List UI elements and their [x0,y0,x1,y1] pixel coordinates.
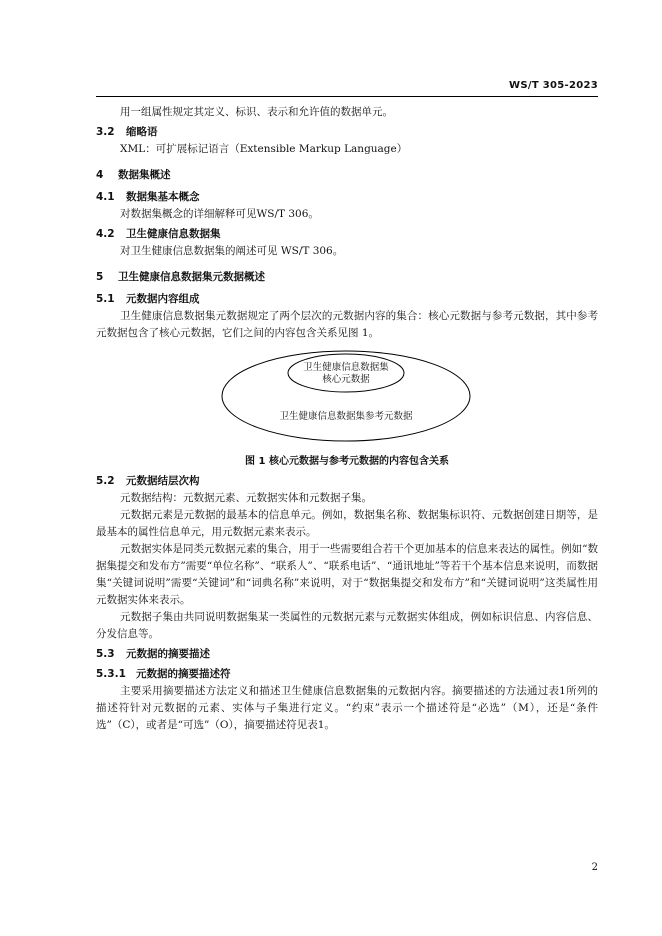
heading-title: 缩略语 [126,126,158,138]
heading-title: 卫生健康信息数据集元数据概述 [118,271,265,283]
heading-number: 4.2 [96,228,115,240]
standard-code: WS/T 305-2023 [509,80,598,91]
paragraph-xml: XML：可扩展标记语言（Extensible Markup Language） [120,143,408,155]
heading-number: 4.1 [96,191,115,203]
paragraph-5-2d: 元数据子集由共同说明数据集某一类属性的元数据元素与元数据实体组成，例如标识信息、内容信息、分发信息等。 [96,611,598,640]
paragraph-5-3-1: 主要采用摘要描述方法定义和描述卫生健康信息数据集的元数据内容。摘要描述的方法通过表1所列的描述符针对元数据的元素、实体与子集进行定义。“约束”表示一个描述符是“必选”（M），还是“条件选”（C），或者是“可选”（O），摘要描述符见表1。 [96,685,598,731]
heading-title: 数据集概述 [118,169,171,181]
heading-title: 卫生健康信息数据集 [126,228,221,240]
figure-1 [96,346,598,454]
outer-label: 卫生健康信息数据集参考元数据 [279,411,413,422]
page-number: 2 [591,862,598,873]
inner-label-line2: 核心元数据 [322,374,370,385]
heading-title: 元数据的摘要描述 [126,648,210,660]
heading-number: 5.3 [96,648,115,660]
heading-4 [96,166,598,184]
heading-5-3-1 [96,665,598,683]
heading-title: 元数据内容组成 [126,293,200,305]
heading-number: 5 [96,271,104,283]
paragraph-5-2b: 元数据元素是元数据的最基本的信息单元。例如，数据集名称、数据集标识符、元数据创建日期等，是最基本的属性信息单元，用元数据元素来表示。 [96,509,598,538]
paragraph-continuation: 用一组属性规定其定义、标识、表示和允许值的数据单元。 [120,106,393,118]
paragraph-4-2: 对卫生健康信息数据集的阐述可见 WS/T 306。 [120,245,344,257]
heading-title: 元数据结层次构 [126,475,200,487]
heading-title: 元数据的摘要描述符 [136,668,231,680]
inner-label-line1: 卫生健康信息数据集 [303,362,389,373]
heading-number: 5.2 [96,475,115,487]
heading-4-1 [96,188,598,206]
paragraph-4-1: 对数据集概念的详细解释可见WS/T 306。 [120,208,319,220]
header-rule [96,96,598,97]
heading-3-2 [96,123,598,141]
heading-number: 5.1 [96,293,115,305]
heading-5-3 [96,645,598,663]
heading-number: 3.2 [96,126,115,138]
heading-5-2 [96,472,598,490]
heading-5-1 [96,290,598,308]
paragraph-5-2a: 元数据结构：元数据元素、元数据实体和元数据子集。 [120,492,372,504]
figure-caption: 图 1 核心元数据与参考元数据的内容包含关系 [245,456,449,467]
heading-number: 4 [96,169,104,181]
paragraph-5-2c: 元数据实体是同类元数据元素的集合，用于一些需要组合若干个更加基本的信息来表达的属性。例如“数据集提交和发布方”需要“单位名称”、“联系人”、“联系电话”、“通讯地址”等若干个基本信息来说明，而数据集“关键词说明”需要“关键词”和“词典名称”来说明，对于“数据集提交和发布方”和“关键词说明”这类属性用元数据实体来表示。 [96,543,598,606]
heading-5 [96,268,598,286]
heading-number: 5.3.1 [96,668,126,680]
page-body [96,104,598,734]
paragraph-5-1: 卫生健康信息数据集元数据规定了两个层次的元数据内容的集合：核心元数据与参考元数据，其中参考元数据包含了核心元数据，它们之间的内容包含关系见图 1。 [96,310,598,339]
heading-4-2 [96,225,598,243]
heading-title: 数据集基本概念 [126,191,200,203]
